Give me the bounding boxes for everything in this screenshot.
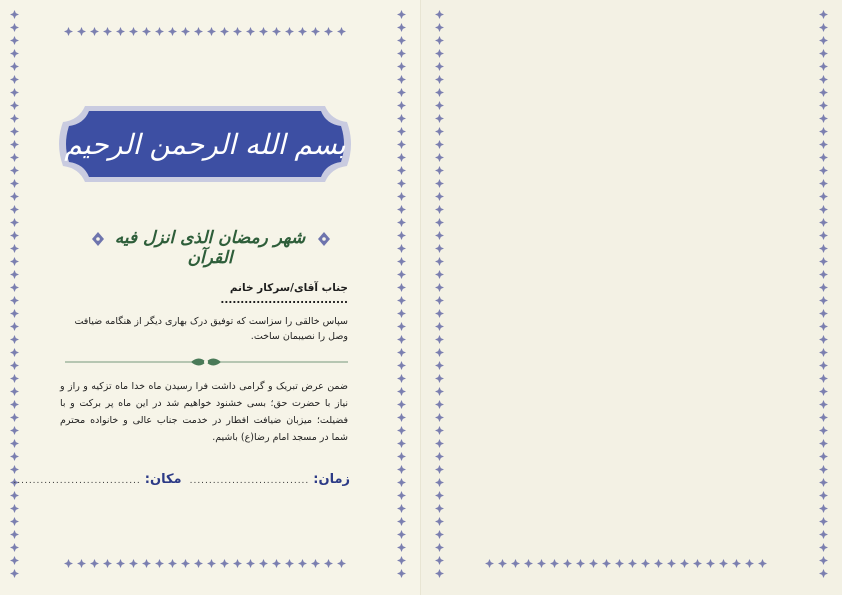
ornament-flower-icon: [483, 557, 496, 570]
ornament-flower-icon: [652, 557, 665, 570]
ornament-flower-icon: [817, 281, 830, 294]
ornament-flower-icon: [8, 463, 21, 476]
ornament-flower-icon: [140, 557, 153, 570]
ornament-flower-icon: [75, 557, 88, 570]
ornament-flower-icon: [433, 268, 446, 281]
ornament-flower-icon: [395, 476, 408, 489]
ornament-flower-icon: [743, 557, 756, 570]
ornament-flower-icon: [817, 138, 830, 151]
ornament-flower-icon: [817, 385, 830, 398]
ornament-flower-icon: [395, 151, 408, 164]
ornament-flower-icon: [433, 346, 446, 359]
ornament-flower-icon: [395, 385, 408, 398]
ornament-flower-icon: [817, 463, 830, 476]
ornament-flower-icon: [433, 567, 446, 580]
ornament-flower-icon: [433, 190, 446, 203]
ornament-flower-icon: [817, 515, 830, 528]
ornament-flower-icon: [691, 557, 704, 570]
ornament-flower-icon: [496, 557, 509, 570]
ornament-flower-icon: [8, 8, 21, 21]
ornament-flower-icon: [817, 346, 830, 359]
ornament-flower-icon: [395, 424, 408, 437]
ornament-flower-icon: [433, 164, 446, 177]
ornament-flower-icon: [8, 528, 21, 541]
ornament-flower-icon: [8, 567, 21, 580]
ornament-flower-icon: [140, 25, 153, 38]
ornament-flower-icon: [395, 346, 408, 359]
ornament-flower-icon: [817, 34, 830, 47]
ornament-flower-icon: [8, 138, 21, 151]
ornament-flower-icon: [8, 177, 21, 190]
ornament-flower-icon: [395, 255, 408, 268]
ornament-flower-icon: [62, 25, 75, 38]
ornament-flower-icon: [395, 320, 408, 333]
ornament-flower-icon: [817, 203, 830, 216]
ornament-flower-icon: [322, 25, 335, 38]
ornament-flower-icon: [433, 320, 446, 333]
ornament-flower-icon: [433, 541, 446, 554]
ornament-flower-icon: [88, 25, 101, 38]
ornament-flower-icon: [433, 151, 446, 164]
ornament-flower-icon: [270, 557, 283, 570]
ornament-flower-icon: [88, 557, 101, 570]
ornament-flower-icon: [433, 554, 446, 567]
ornament-flower-icon: [639, 557, 652, 570]
ornament-flower-icon: [817, 112, 830, 125]
ornament-flower-icon: [395, 489, 408, 502]
ornament-flower-icon: [817, 99, 830, 112]
ornament-flower-icon: [8, 450, 21, 463]
ornament-flower-icon: [817, 8, 830, 21]
ornament-flower-icon: [8, 333, 21, 346]
ornament-flower-icon: [395, 541, 408, 554]
ornament-flower-icon: [8, 372, 21, 385]
ornament-flower-icon: [8, 229, 21, 242]
ornament-flower-icon: [395, 229, 408, 242]
ornament-flower-icon: [309, 557, 322, 570]
ornament-flower-icon: [817, 177, 830, 190]
ornament-flower-icon: [205, 557, 218, 570]
verse-heading: شهر رمضان الذی انزل فیه القرآن: [114, 228, 306, 268]
ornament-flower-icon: [433, 307, 446, 320]
ornament-flower-icon: [433, 242, 446, 255]
ornament-flower-icon: [8, 60, 21, 73]
ornament-flower-icon: [127, 25, 140, 38]
recipient-line: جناب آقای/سرکار خانم ................................: [220, 282, 348, 306]
time-place-row: [13, 472, 350, 487]
ornament-flower-icon: [395, 60, 408, 73]
ornament-flower-icon: [395, 177, 408, 190]
ornament-flower-icon: [395, 372, 408, 385]
ornament-flower-icon: [62, 557, 75, 570]
ornament-flower-icon: [817, 450, 830, 463]
place-label: مکان:: [144, 472, 182, 487]
ornament-flower-icon: [817, 476, 830, 489]
ornament-flower-icon: [270, 25, 283, 38]
ornament-flower-icon: [817, 255, 830, 268]
ornament-flower-icon: [395, 398, 408, 411]
intro-paragraph: سپاس خالقی را سزاست که توفیق درک بهاری دیگر از هنگامه ضیافت وصل را نصیبمان ساخت.: [74, 316, 348, 342]
right-ornament-border: [817, 8, 830, 580]
ornament-flower-icon: [395, 164, 408, 177]
ornament-flower-icon: [101, 557, 114, 570]
ornament-flower-icon: [395, 437, 408, 450]
ornament-flower-icon: [574, 557, 587, 570]
ornament-flower-icon: [8, 125, 21, 138]
ornament-flower-icon: [114, 557, 127, 570]
ornament-flower-icon: [433, 177, 446, 190]
ornament-flower-icon: [8, 99, 21, 112]
ornament-flower-icon: [433, 281, 446, 294]
ornament-flower-icon: [8, 411, 21, 424]
ornament-flower-icon: [395, 450, 408, 463]
ornament-flower-icon: [665, 557, 678, 570]
ornament-flower-icon: [244, 557, 257, 570]
place-value: .................................: [13, 476, 141, 486]
ornament-flower-icon: [522, 557, 535, 570]
ornament-flower-icon: [296, 557, 309, 570]
ornament-flower-icon: [395, 554, 408, 567]
ornament-flower-icon: [433, 398, 446, 411]
ornament-flower-icon: [817, 190, 830, 203]
ornament-flower-icon: [8, 307, 21, 320]
ornament-flower-icon: [395, 99, 408, 112]
diamond-ornament-icon: [318, 231, 330, 250]
ornament-flower-icon: [179, 557, 192, 570]
ornament-flower-icon: [114, 25, 127, 38]
invitation-paragraph: ضمن عرض تبریک و گرامی داشت فرا رسیدن ماه خدا ماه تزکیه و راز و نیاز با حضرت حق؛ بسی خشنود خواهیم شد در این ماه پر برکت و با فضیلت؛ میزبان ضیافت افطار در خدمت جناب عالی و خانواده محترم شما در مسجد امام رضا(ع) باشیم.: [60, 381, 348, 443]
ornament-flower-icon: [756, 557, 769, 570]
ornament-flower-icon: [433, 60, 446, 73]
ornament-flower-icon: [8, 190, 21, 203]
ornament-flower-icon: [395, 190, 408, 203]
ornament-flower-icon: [8, 398, 21, 411]
ornament-flower-icon: [817, 60, 830, 73]
ornament-flower-icon: [817, 268, 830, 281]
ornament-flower-icon: [395, 567, 408, 580]
ornament-flower-icon: [509, 557, 522, 570]
ornament-flower-icon: [433, 47, 446, 60]
ornament-flower-icon: [395, 528, 408, 541]
invitation-back-page: [421, 0, 842, 595]
ornament-flower-icon: [395, 112, 408, 125]
ornament-flower-icon: [433, 8, 446, 21]
ornament-flower-icon: [433, 99, 446, 112]
ornament-flower-icon: [626, 557, 639, 570]
ornament-flower-icon: [433, 216, 446, 229]
ornament-flower-icon: [600, 557, 613, 570]
ornament-flower-icon: [433, 411, 446, 424]
ornament-flower-icon: [817, 164, 830, 177]
ornament-flower-icon: [335, 25, 348, 38]
ornament-flower-icon: [179, 25, 192, 38]
ornament-flower-icon: [322, 557, 335, 570]
ornament-flower-icon: [817, 294, 830, 307]
ornament-flower-icon: [395, 463, 408, 476]
ornament-flower-icon: [433, 385, 446, 398]
ornament-flower-icon: [817, 528, 830, 541]
ornament-flower-icon: [817, 307, 830, 320]
ornament-flower-icon: [433, 450, 446, 463]
ornament-flower-icon: [257, 557, 270, 570]
ornament-flower-icon: [587, 557, 600, 570]
ornament-flower-icon: [8, 294, 21, 307]
ornament-flower-icon: [433, 86, 446, 99]
ornament-flower-icon: [153, 25, 166, 38]
ornament-flower-icon: [817, 333, 830, 346]
left-ornament-border: [433, 8, 446, 580]
ornament-flower-icon: [817, 411, 830, 424]
ornament-flower-icon: [395, 359, 408, 372]
ornament-flower-icon: [8, 359, 21, 372]
ornament-flower-icon: [8, 164, 21, 177]
ornament-flower-icon: [8, 255, 21, 268]
ornament-flower-icon: [433, 73, 446, 86]
left-ornament-border: [8, 8, 21, 580]
ornament-flower-icon: [817, 554, 830, 567]
ornament-flower-icon: [817, 73, 830, 86]
ornament-flower-icon: [817, 47, 830, 60]
ornament-flower-icon: [192, 557, 205, 570]
ornament-flower-icon: [296, 25, 309, 38]
ornament-flower-icon: [8, 112, 21, 125]
ornament-flower-icon: [395, 125, 408, 138]
ornament-flower-icon: [817, 489, 830, 502]
ornament-flower-icon: [8, 86, 21, 99]
ornament-flower-icon: [433, 489, 446, 502]
ornament-flower-icon: [395, 73, 408, 86]
ornament-flower-icon: [244, 25, 257, 38]
ornament-flower-icon: [433, 528, 446, 541]
ornament-flower-icon: [8, 281, 21, 294]
ornament-flower-icon: [433, 229, 446, 242]
ornament-flower-icon: [395, 411, 408, 424]
ornament-flower-icon: [395, 21, 408, 34]
ornament-flower-icon: [433, 34, 446, 47]
ornament-flower-icon: [433, 424, 446, 437]
ornament-flower-icon: [101, 25, 114, 38]
ornament-flower-icon: [75, 25, 88, 38]
ornament-flower-icon: [613, 557, 626, 570]
ornament-flower-icon: [817, 424, 830, 437]
ornament-flower-icon: [817, 125, 830, 138]
ornament-flower-icon: [395, 333, 408, 346]
ornament-flower-icon: [433, 112, 446, 125]
ornament-flower-icon: [153, 557, 166, 570]
ornament-flower-icon: [817, 216, 830, 229]
floral-divider: [65, 355, 348, 369]
ornament-flower-icon: [8, 203, 21, 216]
ornament-flower-icon: [395, 515, 408, 528]
bismillah-calligraphy: بسم الله الرحمن الرحیم: [64, 127, 346, 161]
ornament-flower-icon: [8, 216, 21, 229]
ornament-flower-icon: [817, 320, 830, 333]
ornament-flower-icon: [231, 557, 244, 570]
ornament-flower-icon: [817, 502, 830, 515]
ornament-flower-icon: [8, 515, 21, 528]
ornament-flower-icon: [433, 476, 446, 489]
ornament-flower-icon: [283, 25, 296, 38]
time-value: ...............................: [189, 476, 310, 486]
right-ornament-border: [395, 8, 408, 580]
ornament-flower-icon: [395, 203, 408, 216]
bottom-ornament-border: [483, 557, 769, 570]
ornament-flower-icon: [166, 25, 179, 38]
ornament-flower-icon: [395, 294, 408, 307]
ornament-flower-icon: [8, 489, 21, 502]
ornament-flower-icon: [283, 557, 296, 570]
ornament-flower-icon: [433, 372, 446, 385]
ornament-flower-icon: [433, 333, 446, 346]
ornament-flower-icon: [433, 463, 446, 476]
ornament-flower-icon: [166, 557, 179, 570]
ornament-flower-icon: [395, 268, 408, 281]
ornament-flower-icon: [433, 437, 446, 450]
ornament-flower-icon: [433, 502, 446, 515]
ornament-flower-icon: [127, 557, 140, 570]
ornament-flower-icon: [548, 557, 561, 570]
ornament-flower-icon: [8, 424, 21, 437]
ornament-flower-icon: [817, 229, 830, 242]
ornament-flower-icon: [8, 242, 21, 255]
ornament-flower-icon: [817, 21, 830, 34]
ornament-flower-icon: [395, 242, 408, 255]
ornament-flower-icon: [8, 437, 21, 450]
ornament-flower-icon: [395, 281, 408, 294]
ornament-flower-icon: [335, 557, 348, 570]
ornament-flower-icon: [561, 557, 574, 570]
ornament-flower-icon: [704, 557, 717, 570]
ornament-flower-icon: [817, 359, 830, 372]
ornament-flower-icon: [218, 25, 231, 38]
ornament-flower-icon: [218, 557, 231, 570]
ornament-flower-icon: [395, 34, 408, 47]
ornament-flower-icon: [8, 21, 21, 34]
ornament-flower-icon: [433, 138, 446, 151]
ornament-flower-icon: [8, 346, 21, 359]
ornament-flower-icon: [730, 557, 743, 570]
ornament-flower-icon: [535, 557, 548, 570]
ornament-flower-icon: [433, 125, 446, 138]
ornament-flower-icon: [257, 25, 270, 38]
ornament-flower-icon: [205, 25, 218, 38]
ornament-flower-icon: [817, 541, 830, 554]
ornament-flower-icon: [395, 86, 408, 99]
ornament-flower-icon: [433, 21, 446, 34]
ornament-flower-icon: [8, 320, 21, 333]
ornament-flower-icon: [8, 34, 21, 47]
ornament-flower-icon: [8, 73, 21, 86]
ornament-flower-icon: [395, 502, 408, 515]
ornament-flower-icon: [433, 203, 446, 216]
ornament-flower-icon: [8, 385, 21, 398]
ornament-flower-icon: [8, 268, 21, 281]
ornament-flower-icon: [395, 216, 408, 229]
ornament-flower-icon: [8, 554, 21, 567]
ornament-flower-icon: [8, 502, 21, 515]
time-label: زمان:: [313, 472, 350, 487]
ornament-flower-icon: [433, 294, 446, 307]
ornament-flower-icon: [8, 541, 21, 554]
ornament-flower-icon: [309, 25, 322, 38]
top-ornament-border: [62, 25, 348, 38]
ornament-flower-icon: [395, 8, 408, 21]
ornament-flower-icon: [395, 47, 408, 60]
ornament-flower-icon: [678, 557, 691, 570]
ornament-flower-icon: [817, 437, 830, 450]
ornament-flower-icon: [817, 151, 830, 164]
bottom-ornament-border: [62, 557, 348, 570]
ornament-flower-icon: [192, 25, 205, 38]
ornament-flower-icon: [433, 359, 446, 372]
ornament-flower-icon: [433, 515, 446, 528]
ornament-flower-icon: [395, 138, 408, 151]
ornament-flower-icon: [817, 567, 830, 580]
ornament-flower-icon: [433, 255, 446, 268]
ornament-flower-icon: [231, 25, 244, 38]
ornament-flower-icon: [8, 47, 21, 60]
ornament-flower-icon: [395, 307, 408, 320]
ornament-flower-icon: [817, 242, 830, 255]
ornament-flower-icon: [8, 151, 21, 164]
ornament-flower-icon: [717, 557, 730, 570]
ornament-flower-icon: [817, 372, 830, 385]
ornament-flower-icon: [817, 86, 830, 99]
ornament-flower-icon: [817, 398, 830, 411]
